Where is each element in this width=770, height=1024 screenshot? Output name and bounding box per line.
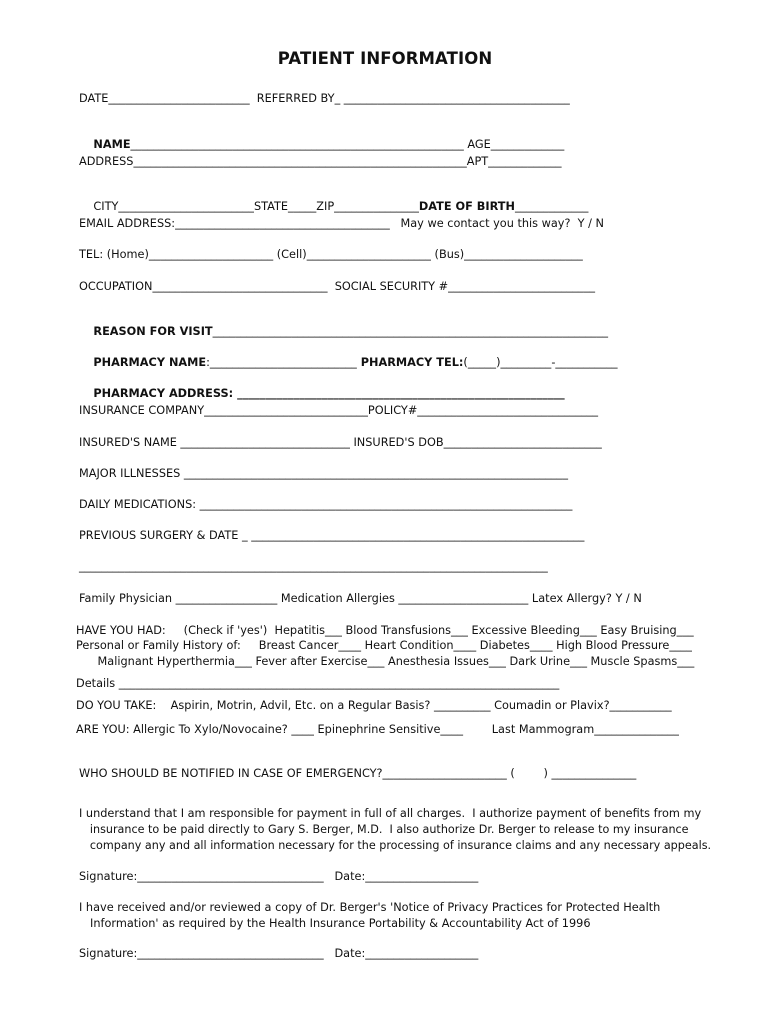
previous-surgery-row[interactable]: PREVIOUS SURGERY & DATE _ ___________________________________________________________ [79,529,585,542]
pharmacy-address-field[interactable]: __________________________________________________________ [237,387,565,400]
physician-allergies-row[interactable]: Family Physician __________________ Medication Allergies _______________________ Latex Allergy? Y / N [79,592,642,605]
privacy-line-1: I have received and/or reviewed a copy of Dr. Berger's 'Notice of Privacy Practices for Protected Health [79,901,661,914]
pharmacy-address-label: PHARMACY ADDRESS: [93,387,238,400]
name-label: NAME [93,138,131,151]
insured-name-dob-row[interactable]: INSURED'S NAME ______________________________ INSURED'S DOB____________________________ [79,436,602,449]
details-row[interactable]: Details ______________________________________________________________________________ [76,677,560,690]
date-referred-row[interactable]: DATE_________________________ REFERRED BY_ ________________________________________ [79,92,570,105]
email-row[interactable]: EMAIL ADDRESS:______________________________________ May we contact you this way? Y / N [79,217,605,230]
name-age-field[interactable]: ___________________________________________________________ AGE_____________ [130,138,565,151]
are-you-row[interactable]: ARE YOU: Allergic To Xylo/Novocaine? ____ Epinephrine Sensitive____ Last Mammogram_______________ [76,723,679,736]
payment-line-2: insurance to be paid directly to Gary S. Berger, M.D. I also authorize Dr. Berger to release to my insurance [89,823,689,836]
city-state-zip-field[interactable]: CITY________________________STATE_____ZIP_______________ [93,200,419,213]
privacy-line-2: Information' as required by the Health Insurance Portability & Accountability Act of 1996 [90,917,591,930]
payment-line-3: company any and all information necessary for the processing of insurance claims and any necessary appeals. [89,839,712,852]
signature-date-row-1[interactable]: Signature:_________________________________ Date:____________________ [79,870,479,883]
do-you-take-row[interactable]: DO YOU TAKE: Aspirin, Motrin, Advil, Etc. on a Regular Basis? __________ Coumadin or Plavix?___________ [76,699,672,712]
dob-label: DATE OF BIRTH [418,200,515,213]
address-apt-row[interactable]: ADDRESS___________________________________________________________APT_____________ [79,155,562,168]
previous-surgery-continuation-row[interactable]: ___________________________________________________________________________________ [79,560,548,573]
form-title: PATIENT INFORMATION [277,49,493,68]
telephone-row[interactable]: TEL: (Home)______________________ (Cell)______________________ (Bus)_____________________ [79,248,583,261]
reason-for-visit-field[interactable]: ______________________________________________________________________ [212,325,608,338]
reason-for-visit-label: REASON FOR VISIT [93,325,213,338]
hyperthermia-row[interactable]: Malignant Hyperthermia___ Fever after Exercise___ Anesthesia Issues___ Dark Urine___ Muscle Spasms___ [76,655,695,668]
pharmacy-name-field[interactable]: :__________________________ [206,356,357,369]
emergency-contact-row[interactable]: WHO SHOULD BE NOTIFIED IN CASE OF EMERGENCY?______________________ ( ) _______________ [79,767,637,780]
privacy-notice-paragraph [79,900,660,932]
dob-field[interactable]: _____________ [514,200,589,213]
pharmacy-name-label: PHARMACY NAME [93,356,207,369]
major-illnesses-row[interactable]: MAJOR ILLNESSES ____________________________________________________________________ [79,467,568,480]
pharmacy-tel-label: PHARMACY TEL: [356,356,464,369]
occupation-ssn-row[interactable]: OCCUPATION_______________________________ SOCIAL SECURITY #__________________________ [79,280,595,293]
daily-medications-row[interactable]: DAILY MEDICATIONS: __________________________________________________________________ [79,498,573,511]
payment-authorization-paragraph [79,806,718,854]
have-you-had-row[interactable]: HAVE YOU HAD: (Check if 'yes') Hepatitis___ Blood Transfusions___ Excessive Bleeding___ Easy Bruising___ [76,624,694,637]
pharmacy-tel-field[interactable]: (_____)_________-___________ [463,356,618,369]
insurance-policy-row[interactable]: INSURANCE COMPANY_____________________________POLICY#________________________________ [79,404,599,417]
signature-date-row-2[interactable]: Signature:_________________________________ Date:____________________ [79,947,479,960]
family-history-row[interactable]: Personal or Family History of: Breast Cancer____ Heart Condition____ Diabetes____ High Blood Pressure____ [76,639,692,652]
payment-line-1: I understand that I am responsible for payment in full of all charges. I authorize payment of benefits from my [79,807,702,820]
